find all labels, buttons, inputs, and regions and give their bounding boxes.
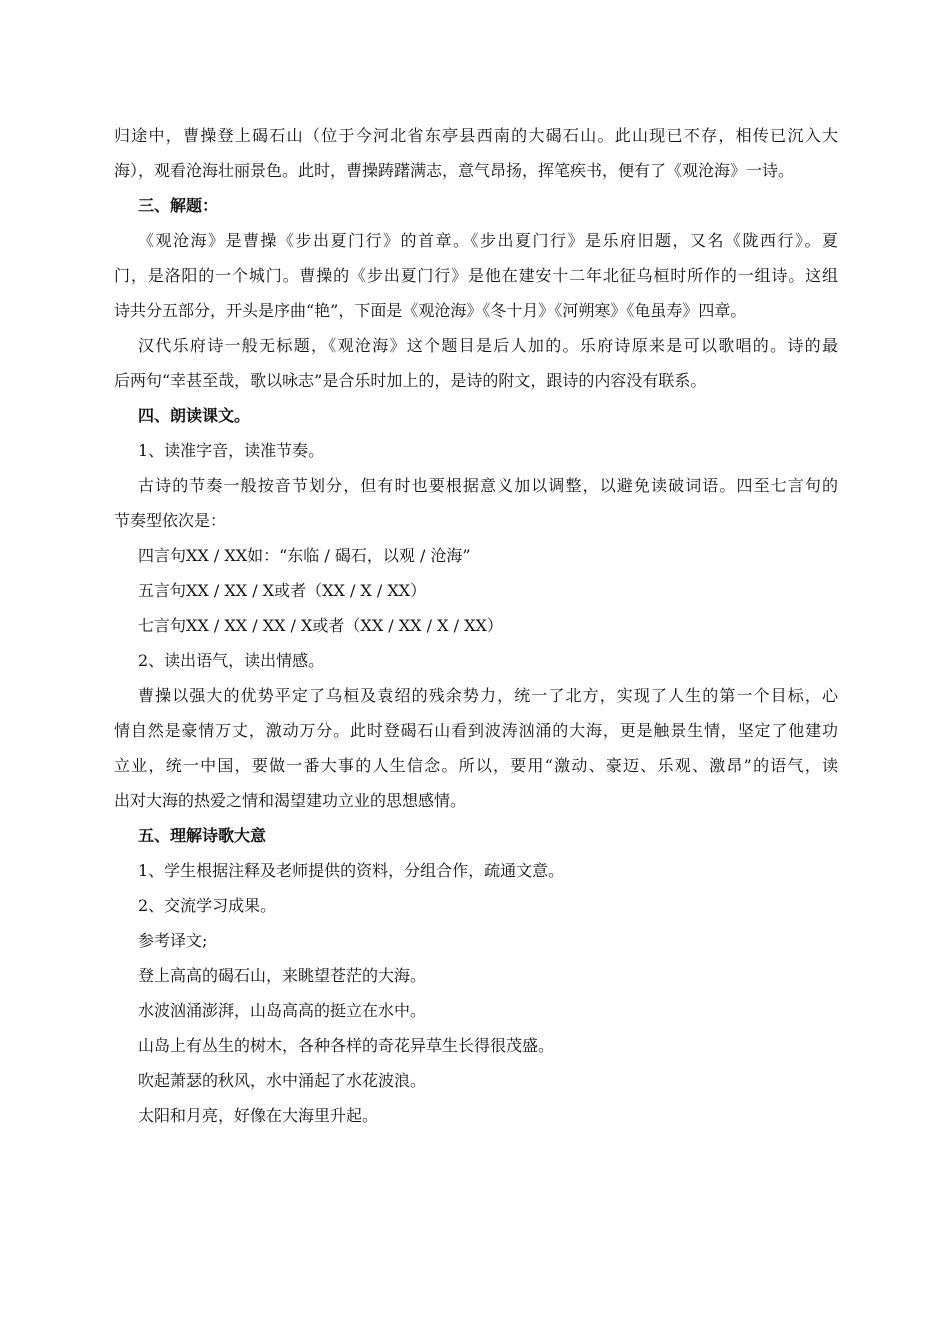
- list-item: 1、读准字音，读准节奏。: [138, 441, 325, 460]
- paragraph-line: 后两句“幸甚至哉，歌以咏志”是合乐时加上的，是诗的附文，跟诗的内容没有联系。: [114, 371, 707, 390]
- rhythm-example: 五言句XX / XX / X或者（XX / X / XX）: [138, 581, 427, 600]
- translation-line: 吹起萧瑟的秋风，水中涌起了水花波浪。: [138, 1071, 427, 1090]
- list-item: 2、读出语气，读出情感。: [138, 651, 325, 670]
- paragraph-line: 节奏型依次是：: [114, 511, 227, 530]
- translation-label: 参考译文;: [138, 931, 208, 950]
- paragraph-line: 汉代乐府诗一般无标题，《观沧海》这个题目是后人加的。乐府诗原来是可以歌唱的。诗的最: [138, 336, 838, 355]
- translation-line: 登上高高的碣石山，来眺望苍茫的大海。: [138, 966, 427, 985]
- paragraph-line: 曹操以强大的优势平定了乌桓及袁绍的残余势力，统一了北方，实现了人生的第一个目标，心: [138, 686, 838, 705]
- paragraph-line: 海），观看沧海壮丽景色。此时，曹操踌躇满志，意气昂扬，挥笔疾书，便有了《观沧海》一诗。: [114, 161, 795, 180]
- translation-line: 太阳和月亮，好像在大海里升起。: [138, 1106, 379, 1125]
- translation-line: 水波汹涌澎湃，山岛高高的挺立在水中。: [138, 1001, 427, 1020]
- paragraph-line: 归途中，曹操登上碣石山（位于今河北省东亭县西南的大碣石山。此山现已不存，相传已沉入大: [114, 126, 838, 145]
- section-heading-3: 三、解题：: [138, 196, 219, 215]
- list-item: 1、学生根据注释及老师提供的资料，分组合作，疏通文意。: [138, 861, 565, 880]
- paragraph-line: 古诗的节奏一般按音节划分，但有时也要根据意义加以调整，以避免读破词语。四至七言句的: [138, 476, 838, 495]
- paragraph-line: 立业，统一中国，要做一番大事的人生信念。所以，要用“激动、豪迈、乐观、激昂”的语气，读: [114, 756, 838, 775]
- document-page: [114, 118, 838, 1133]
- paragraph-line: 情自然是豪情万丈，激动万分。此时登碣石山看到波涛汹涌的大海，更是触景生情，坚定了他建功: [114, 721, 838, 740]
- rhythm-example: 七言句XX / XX / XX / X或者（XX / XX / X / XX）: [138, 616, 503, 635]
- paragraph-line: 《观沧海》是曹操《步出夏门行》的首章。《步出夏门行》是乐府旧题，又名《陇西行》。夏: [138, 231, 838, 250]
- translation-line: 山岛上有丛生的树木，各种各样的奇花异草生长得很茂盛。: [138, 1036, 555, 1055]
- paragraph-line: 诗共分五部分，开头是序曲“艳”，下面是《观沧海》《冬十月》《河朔寒》《龟虽寿》四章。: [114, 301, 747, 320]
- list-item: 2、交流学习成果。: [138, 896, 277, 915]
- paragraph-line: 门，是洛阳的一个城门。曹操的《步出夏门行》是他在建安十二年北征乌桓时所作的一组诗。这组: [114, 266, 838, 285]
- section-heading-4: 四、朗读课文。: [138, 406, 251, 425]
- rhythm-example: 四言句XX / XX如：“东临 / 碣石，以观 / 沧海”: [138, 546, 471, 565]
- paragraph-line: 出对大海的热爱之情和渴望建功立业的思想感情。: [114, 791, 467, 810]
- section-heading-5: 五、理解诗歌大意: [138, 826, 267, 845]
